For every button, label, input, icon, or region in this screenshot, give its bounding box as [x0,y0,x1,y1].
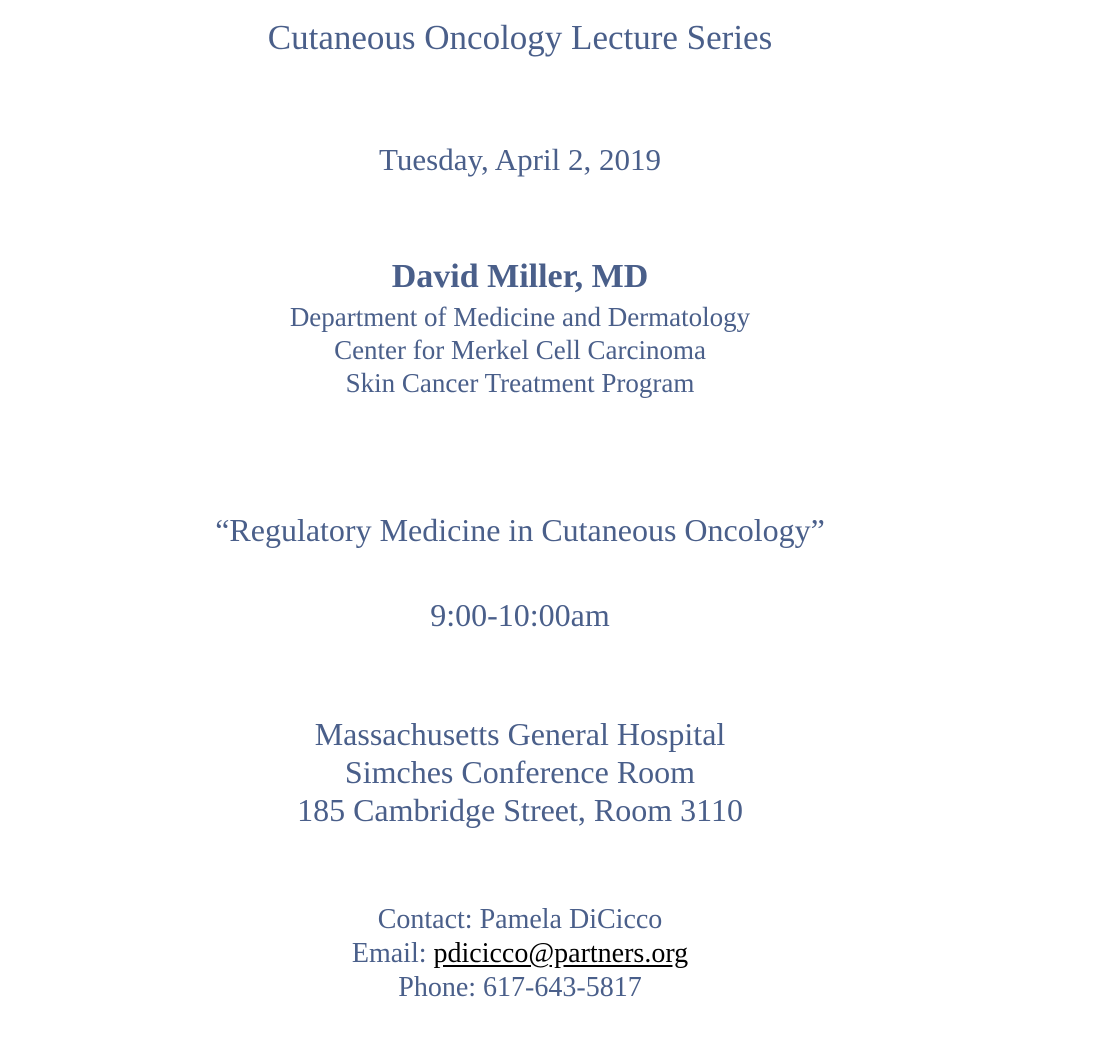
email-label: Email: [351,938,434,969]
venue-room: Simches Conference Room [344,754,696,790]
speaker-name: David Miller, MD [391,258,649,295]
talk-title: “Regulatory Medicine in Cutaneous Oncology” [215,512,825,548]
email-link[interactable]: pdicicco@partners.org [433,938,689,969]
venue-institution: Massachusetts General Hospital [314,716,726,752]
venue-address: 185 Cambridge Street, Room 3110 [297,792,743,828]
event-time: 9:00-10:00am [430,597,610,633]
speaker-affiliation-department: Department of Medicine and Dermatology [289,302,751,332]
speaker-affiliation-center: Center for Merkel Cell Carcinoma [334,335,706,365]
contact-phone: Phone: 617-643-5817 [398,972,642,1003]
contact-name: Contact: Pamela DiCicco [377,904,663,935]
event-date: Tuesday, April 2, 2019 [379,142,661,177]
lecture-series-title: Cutaneous Oncology Lecture Series [267,18,773,57]
speaker-affiliation-program: Skin Cancer Treatment Program [345,368,695,398]
contact-email-line [0,938,1040,970]
